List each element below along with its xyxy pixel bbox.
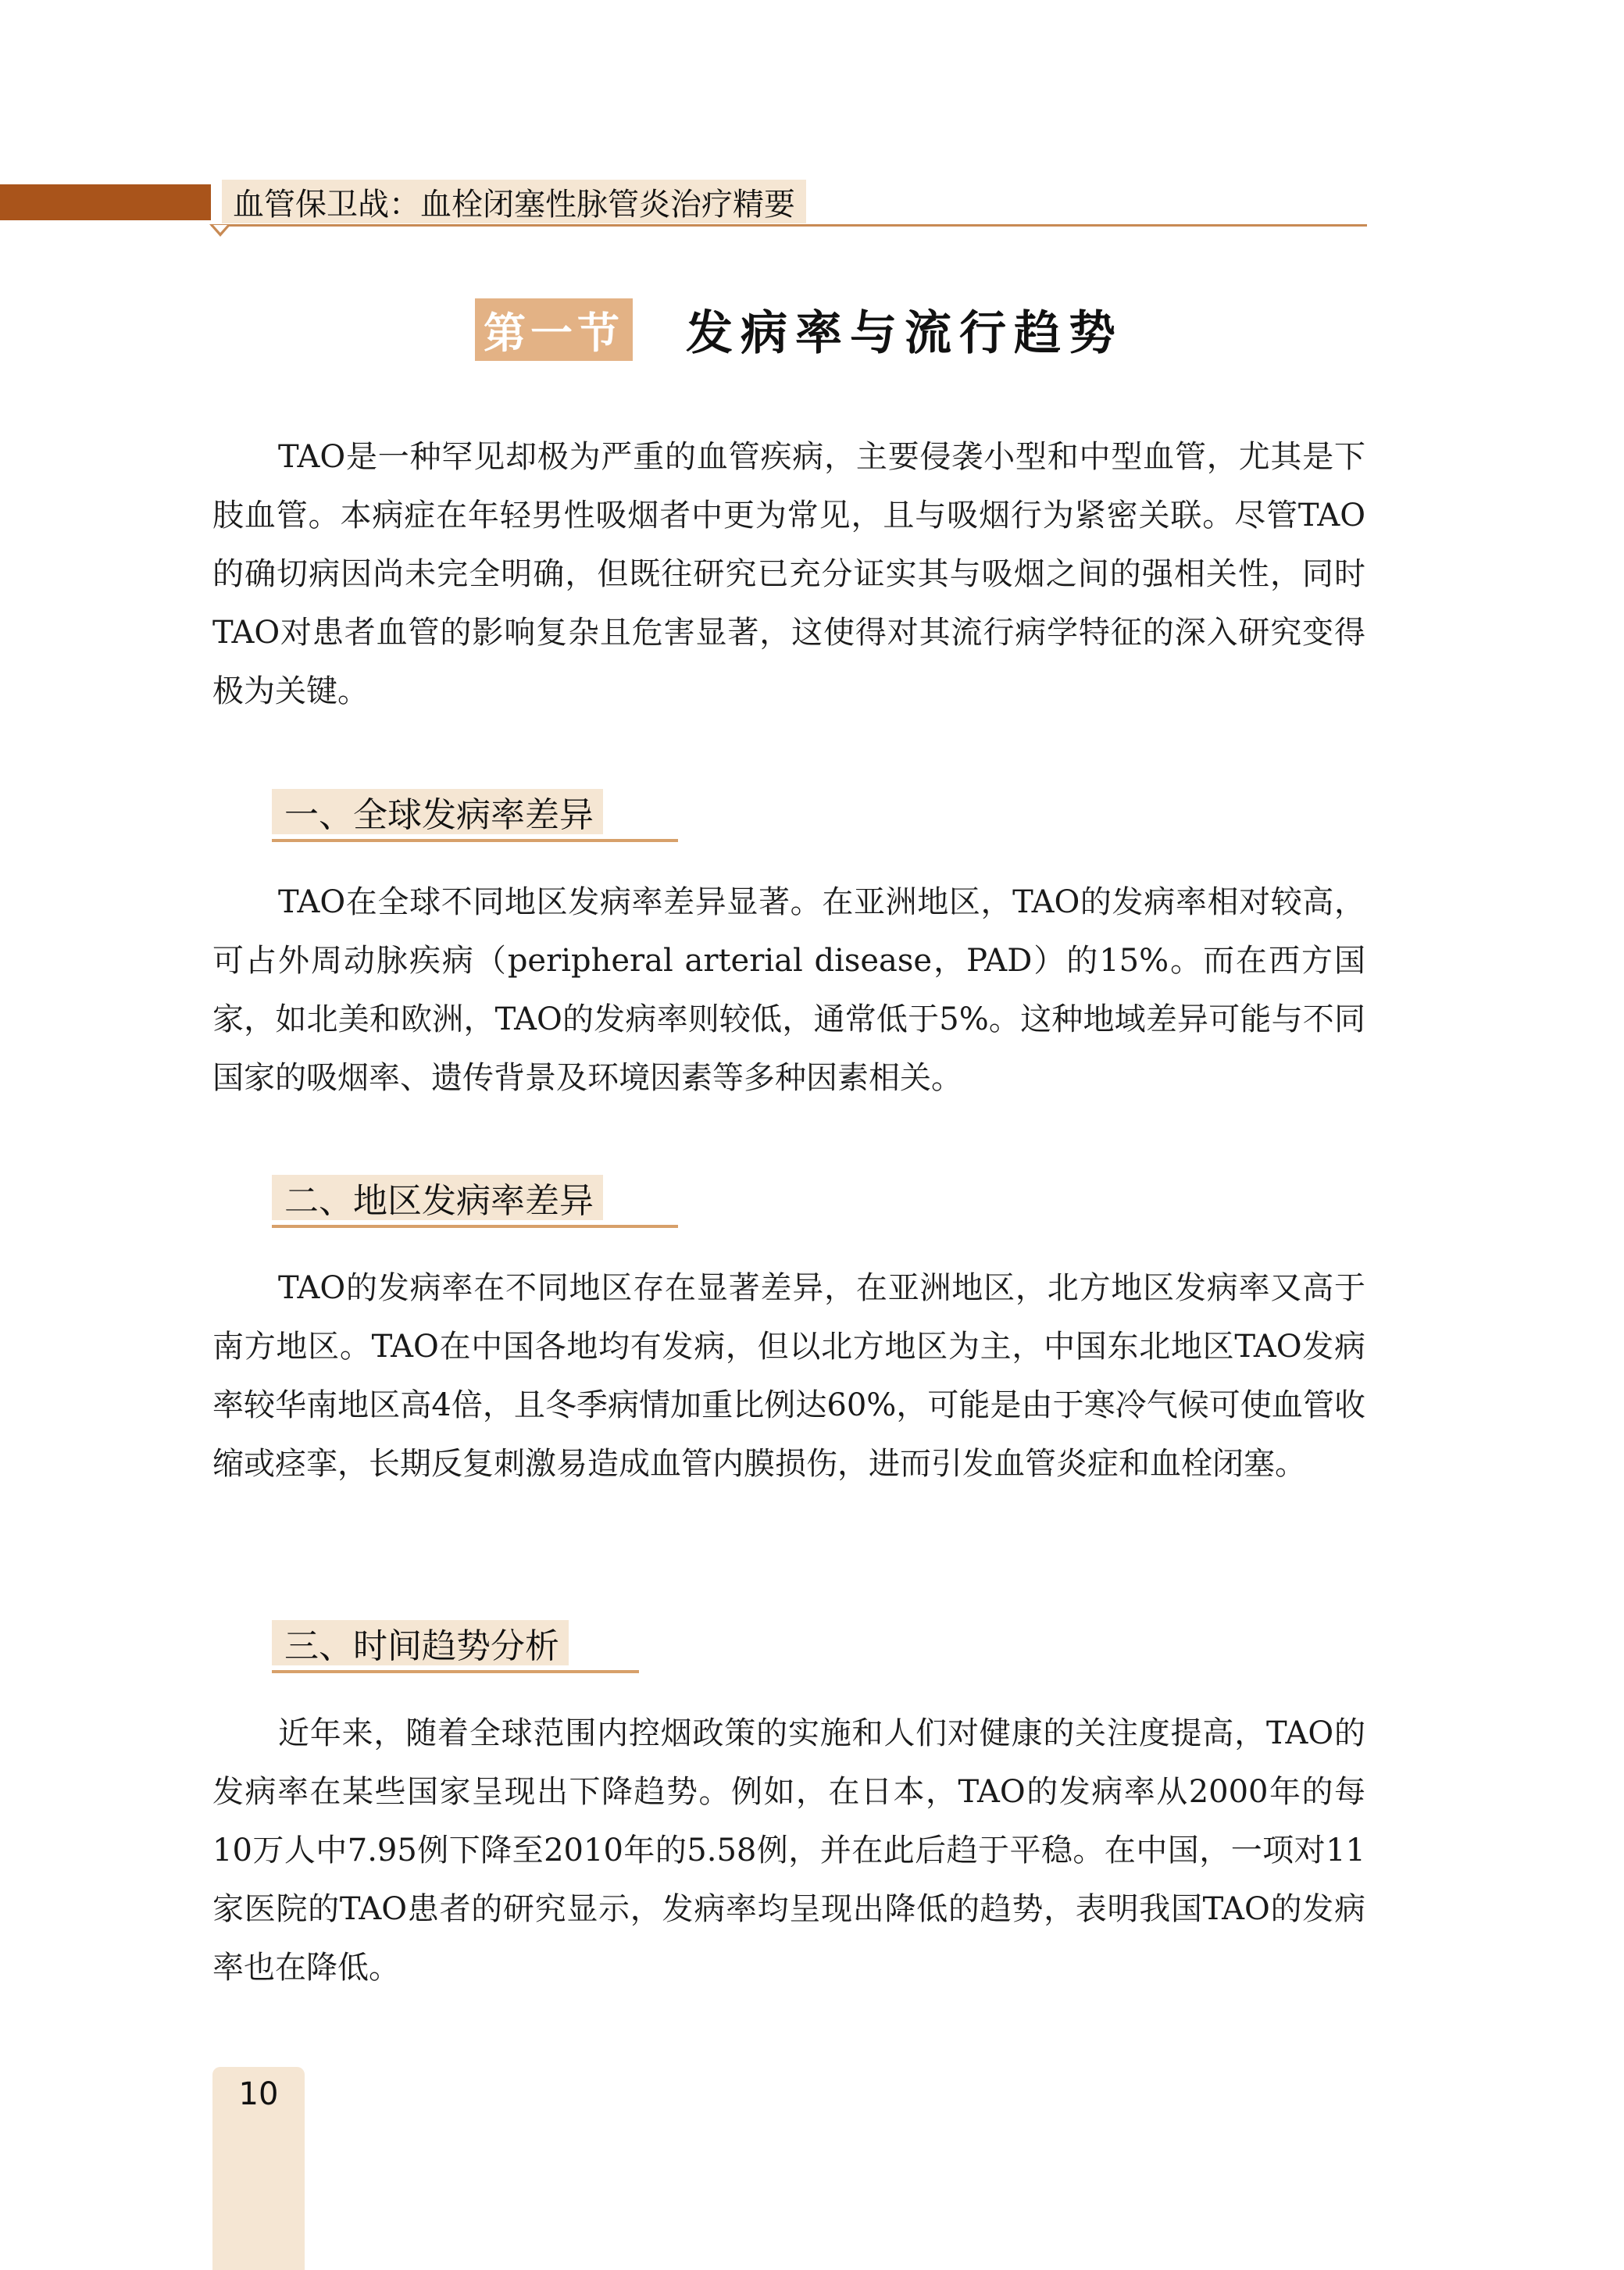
section-number-text: 第一节 bbox=[484, 307, 624, 358]
header-notch-inner bbox=[213, 225, 227, 233]
subheading-trend: 三、时间趋势分析 bbox=[272, 1620, 569, 1665]
section-title: 发病率与流行趋势 bbox=[686, 306, 1123, 361]
page-number-tab bbox=[212, 2067, 305, 2270]
subheading-rule bbox=[272, 1670, 639, 1673]
header-rule bbox=[211, 224, 1367, 227]
subheading-global: 一、全球发病率差异 bbox=[272, 789, 603, 834]
header-accent-bar bbox=[0, 184, 211, 220]
paragraph-trend: 近年来，随着全球范围内控烟政策的实施和人们对健康的关注度提高，TAO的发病率在某些国家呈现出下降趋势。例如，在日本，TAO的发病率从2000年的每10万人中7.95例下降至2010年的5.58例，并在此后趋于平稳。在中国，一项对11家医院的TAO患者的研究显示，发病率均呈现出降低的趋势，表明我国TAO的发病率也在降低。 bbox=[212, 1715, 1365, 1986]
subheading-regional: 二、地区发病率差异 bbox=[272, 1175, 603, 1220]
paragraph-regional: TAO的发病率在不同地区存在显著差异，在亚洲地区，北方地区发病率又高于南方地区。TAO在中国各地均有发病，但以北方地区为主，中国东北地区TAO发病率较华南地区高4倍，且冬季病情加重比例达60%，可能是由于寒冷气候可使血管收缩或痉挛，长期反复刺激易造成血管内膜损伤，进而引发血管炎症和血栓闭塞。 bbox=[212, 1270, 1365, 1482]
subheading-rule bbox=[272, 839, 678, 842]
subheading-rule bbox=[272, 1225, 678, 1228]
running-header bbox=[222, 180, 806, 223]
page-number: 10 bbox=[238, 2076, 279, 2112]
paragraph-global: TAO在全球不同地区发病率差异显著。在亚洲地区，TAO的发病率相对较高，可占外周动脉疾病（peripheral arterial disease，PAD）的15%。而在西方国家，如北美和欧洲，TAO的发病率则较低，通常低于5%。这种地域差异可能与不同国家的吸烟率、遗传背景及环境因素等多种因素相关。 bbox=[212, 884, 1365, 1096]
paragraph-intro: TAO是一种罕见却极为严重的血管疾病，主要侵袭小型和中型血管，尤其是下肢血管。本病症在年轻男性吸烟者中更为常见，且与吸烟行为紧密关联。尽管TAO的确切病因尚未完全明确，但既往研究已充分证实其与吸烟之间的强相关性，同时TAO对患者血管的影响复杂且危害显著，这使得对其流行病学特征的深入研究变得极为关键。 bbox=[212, 439, 1365, 709]
running-header-title: 血管保卫战：血栓闭塞性脉管炎治疗精要 bbox=[233, 186, 795, 223]
section-number-label bbox=[475, 298, 633, 361]
